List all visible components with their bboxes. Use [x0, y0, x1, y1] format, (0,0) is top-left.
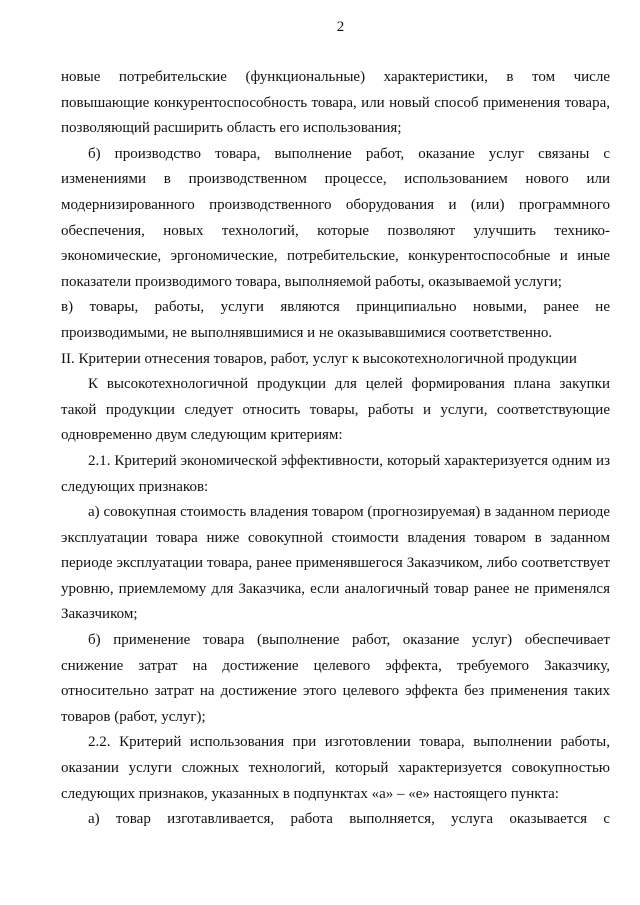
paragraph-criterion-2-1: 2.1. Критерий экономической эффективности, который характеризуется одним из следующих признаков:	[61, 452, 610, 495]
paragraph-criterion-2-1-a: а) совокупная стоимость владения товаром (прогнозируемая) в заданном периоде эксплуатации товара ниже совокупной стоимости владения товаром в заданном периоде эксплуатации товара, ранее применявшегося Заказчиком, либо соответствует уровню, приемлемому для Заказчика, если аналогичный товар ранее не применялся Заказчиком;	[61, 504, 610, 623]
paragraph-continuation: новые потребительские (функциональные) характеристики, в том числе повышающие конкурентоспособность товара, или новый способ применения товара, позволяющий расширить область его использования;	[61, 69, 610, 137]
paragraph-criterion-2-1-b: б) применение товара (выполнение работ, оказание услуг) обеспечивает снижение затрат на достижение целевого эффекта, требуемого Заказчику, относительно затрат на достижение этого целевого эффекта без применения таких товаров (работ, услуг);	[61, 632, 610, 725]
paragraph-criteria-intro: К высокотехнологичной продукции для целей формирования плана закупки такой продукции следует относить товары, работы и услуги, соответствующие одновременно двум следующим критериям:	[61, 376, 610, 444]
paragraph-criterion-2-2: 2.2. Критерий использования при изготовлении товара, выполнении работы, оказании услуги сложных технологий, который характеризуется совокупностью следующих признаков, указанных в подпунктах «а» – «е» настоящего пункта:	[61, 734, 610, 802]
page-number: 2	[336, 19, 345, 35]
paragraph-item-b: б) производство товара, выполнение работ, оказание услуг связаны с изменениями в производственном процессе, использованием нового или модернизированного производственного оборудования и (или) программного обеспечения, новых технологий, которые позволяют улучшить технико-экономические, эргономические, потребительские, конкурентоспособные и иные показатели производимого товара, выполняемой работы, оказываемой услуги;	[61, 145, 610, 290]
paragraph-criterion-2-2-a: а) товар изготавливается, работа выполняется, услуга оказывается с	[88, 811, 610, 828]
paragraph-item-v: в) товары, работы, услуги являются принципиально новыми, ранее не производимыми, не выполнявшимися и не оказывавшимися соответственно.	[61, 299, 610, 341]
section-heading: II. Критерии отнесения товаров, работ, услуг к высокотехнологичной продукции	[61, 350, 577, 367]
